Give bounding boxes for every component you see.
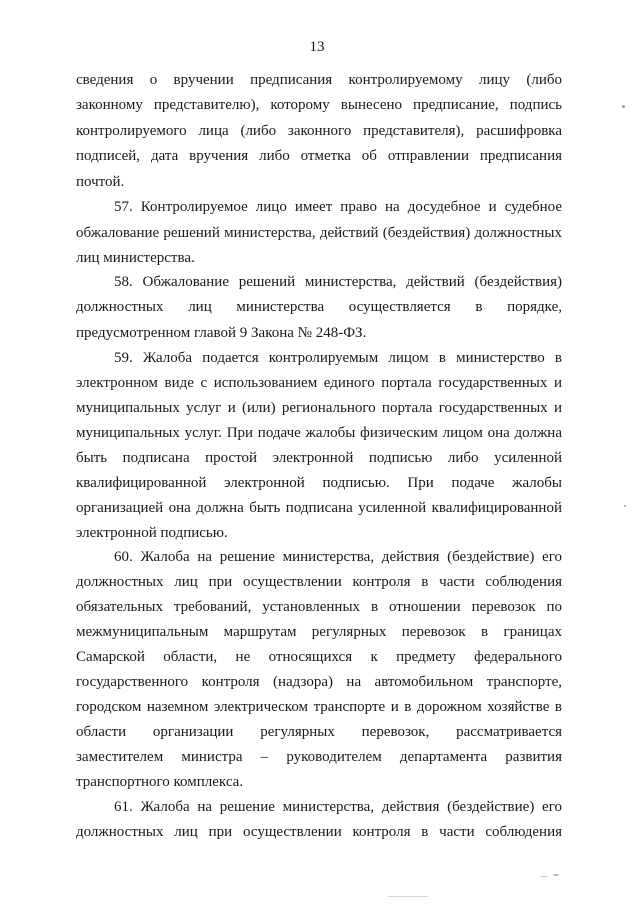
scan-speck — [540, 876, 548, 877]
paragraph-61-start: 61. Жалоба на решение министерства, действия (бездействие) его — [114, 799, 562, 815]
paragraph-60-start: 60. Жалоба на решение министерства, действия (бездействие) его — [114, 549, 562, 565]
text-line: заместителем министра – руководителем департамента развития — [76, 749, 562, 765]
text-line: обязательных требований, установленных в отношении перевозок по — [76, 599, 562, 615]
scan-speck — [388, 896, 428, 897]
text-line: квалифицированной электронной подписью. При подаче жалобы — [76, 475, 562, 491]
text-line: контролируемого лица (либо законного представителя), расшифровка — [76, 123, 562, 139]
page-number: 13 — [309, 39, 325, 55]
text-line: межмуниципальным маршрутам регулярных перевозок в границах — [76, 624, 562, 640]
paragraph-59-start: 59. Жалоба подается контролируемым лицом в министерство в — [114, 350, 562, 366]
text-line: организацией она должна быть подписана усиленной квалифицированной — [76, 500, 562, 516]
scan-speck — [624, 505, 626, 507]
paragraph-57-start: 57. Контролируемое лицо имеет право на досудебное и судебное — [114, 199, 562, 215]
text-line: электронном виде с использованием единого портала государственных и — [76, 375, 562, 391]
text-line: муниципальных услуг. При подаче жалобы физическим лицом она должна — [76, 425, 562, 441]
scan-speck — [553, 874, 559, 876]
text-line: подписей, дата вручения либо отметка об отправлении предписания — [76, 148, 562, 164]
text-line: почтой. — [76, 174, 125, 190]
text-line: лиц министерства. — [76, 250, 195, 266]
text-line: законному представителю), которому вынесено предписание, подпись — [76, 97, 562, 113]
text-line: Самарской области, не относящихся к предмету федерального — [76, 649, 562, 665]
text-line: обжалование решений министерства, действий (бездействия) должностных — [76, 225, 562, 241]
text-line: должностных лиц министерства осуществляется в порядке, — [76, 299, 562, 315]
text-line: городском наземном электрическом транспорте и в дорожном хозяйстве в — [76, 699, 562, 715]
text-line: государственного контроля (надзора) на автомобильном транспорте, — [76, 674, 562, 690]
text-line: предусмотренном главой 9 Закона № 248-ФЗ. — [76, 325, 367, 341]
text-line: муниципальных услуг и (или) регионального портала государственных и — [76, 400, 562, 416]
text-line: должностных лиц при осуществлении контроля в части соблюдения — [76, 574, 562, 590]
paragraph-58-start: 58. Обжалование решений министерства, действий (бездействия) — [114, 274, 562, 290]
text-line: электронной подписью. — [76, 525, 228, 541]
text-line: должностных лиц при осуществлении контроля в части соблюдения — [76, 824, 562, 840]
text-line: области организации регулярных перевозок, рассматривается — [76, 724, 562, 740]
text-line: быть подписана простой электронной подписью либо усиленной — [76, 450, 562, 466]
scan-speck — [622, 105, 625, 108]
text-line: сведения о вручении предписания контролируемому лицу (либо — [76, 72, 562, 88]
text-line: транспортного комплекса. — [76, 774, 244, 790]
